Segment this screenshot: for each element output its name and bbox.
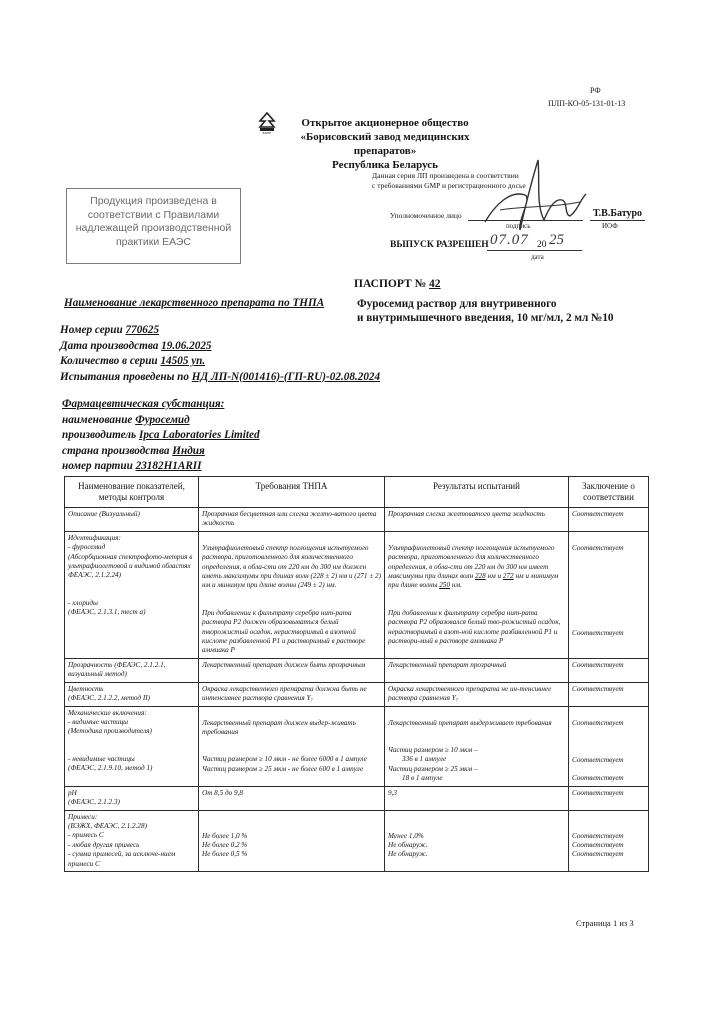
logo-text: БЗМП (262, 131, 272, 134)
company-line-3: Республика Беларусь (332, 159, 438, 171)
cell-value: 228 (474, 572, 486, 581)
result-cell: Окраска лекарственного препарата не ин-тенсивнее раствора сравнения Y₇ (385, 682, 569, 706)
product-details (60, 323, 380, 385)
cell-line: Соответствует (572, 755, 624, 764)
cell-line: Соответствует (572, 840, 624, 849)
requirement-cell: Прозрачная бесцветная или слегка желто-ватого цвета жидкость (199, 508, 385, 532)
row-identification (65, 531, 199, 658)
table-row (65, 810, 649, 871)
tests-label: Испытания проведены по (60, 370, 189, 383)
substance-heading: Фармацевтическая субстанция: (62, 398, 225, 410)
cell-line: Соответствует (572, 718, 624, 727)
conclusion-cell (569, 810, 649, 871)
cell-line: При добавлении к фильтрату серебра нит-рата раствора Р2 должен образовываться белый творожистый осадок, нерастворимый в азотной кислоте разбавленной Р1 и растворимый в растворе аммиака Р (202, 608, 366, 655)
cell-line: (ФЕАЭС, 2.1.2.2, метод II) (68, 694, 151, 703)
product-name-label: Наименование лекарственного препарата по ТНПА (64, 297, 325, 309)
header-results: Результаты испытаний (385, 477, 569, 508)
cell-value: 272 (502, 572, 514, 581)
company-line-1: Открытое акционерное общество (301, 117, 469, 129)
table-row (65, 682, 649, 706)
requirement-cell (199, 531, 385, 658)
conclusion-cell: Соответствует (569, 658, 649, 682)
table-row (65, 508, 649, 532)
cell-line: Частиц размером ≥ 25 мкм – (388, 764, 478, 773)
cell-line: Частиц размером ≥ 25 мкм - не более 600 в 1 ампуле (202, 764, 364, 773)
passport-title-text: ПАСПОРТ № (354, 278, 427, 290)
requirement-cell: Окраска лекарственного препарата должна быть не интенсивнее раствора сравнения Y₇ (199, 682, 385, 706)
result-cell (385, 810, 569, 871)
table-row (65, 786, 649, 810)
release-year-handwritten: 25 (549, 232, 564, 248)
result-cell: 9,3 (385, 786, 569, 810)
cell-line: - невидимые частицы (68, 754, 135, 763)
tests-row (60, 370, 380, 386)
cell-line: Не более 0,2 % (202, 840, 248, 849)
substance-batch-label: номер партии (62, 460, 133, 472)
requirement-cell: От 8,5 до 9,8 (199, 786, 385, 810)
table-row (65, 706, 649, 786)
cell-line: Примеси: (68, 812, 98, 821)
year-prefix: 20 (537, 240, 547, 250)
quantity-value: 14505 уп. (160, 355, 206, 367)
row-transparency: Прозрачность (ФЕАЭС, 2.1.2.1, визуальный метод) (65, 658, 199, 682)
cell-line: Ультрафиолетовый спектр поглощения испытуемого раствора, приготовленного для количественного определения, в обла-сти от 220 нм до 300 нм должен иметь максимумы при длинах волн (228 ± 2) нм и (271 ± 2) нм и минимум при длине волны (249 ± 2) нм. (202, 543, 381, 590)
table-row (65, 531, 649, 658)
cell-line: Соответствует (572, 543, 624, 552)
row-impurities (65, 810, 199, 871)
header-conclusion: Заключение о соответствии (569, 477, 649, 508)
cell-line: Механические включения: (68, 708, 147, 717)
cell-line: Идентификация: (68, 533, 121, 542)
cell-line: - фуросемид (68, 543, 106, 552)
substance-country-value: Индия (172, 444, 205, 457)
result-cell: Лекарственный препарат прозрачный (385, 658, 569, 682)
substance-name-label: наименование (62, 413, 133, 426)
substance-batch-row (62, 459, 260, 475)
release-date-handwritten: 07.07 (490, 232, 529, 248)
release-note-line: Данная серия ЛП произведена в соответствии (372, 171, 519, 180)
cell-line: Не более 1,0 % (202, 831, 248, 840)
cell-text: Ультрафиолетовый спектр поглощения испытуемого раствора, приготовленного для количественного определения, в обла-сти от 220 нм до 300 нм имеет максимумы при длинах волн (388, 543, 555, 581)
substance-maker-value: Ipca Laboratories Limited (138, 429, 260, 441)
header-requirements: Требования ТНПА (199, 477, 385, 508)
substance-maker-label: производитель (62, 429, 137, 441)
uv-result (388, 544, 565, 591)
cell-line: Цветность (68, 684, 104, 693)
cell-text: нм и (487, 572, 502, 581)
row-color (65, 682, 199, 706)
cell-line: (ФЕАЭС, 2.1.9.10, метод 1) (68, 764, 153, 773)
series-row (60, 323, 380, 339)
cell-text: нм. (451, 581, 462, 590)
requirement-cell (199, 810, 385, 871)
cell-line: pH (68, 788, 77, 797)
quantity-label: Количество в серии (60, 355, 158, 367)
cell-line: Лекарственный препарат должен выдер-живать требования (202, 718, 356, 736)
substance-country-row (62, 444, 260, 460)
conclusion-cell: Соответствует (569, 786, 649, 810)
company-line-2: «Борисовский завод медицинских препаратов» (300, 131, 470, 157)
series-label: Номер серии (60, 324, 123, 336)
substance-batch-value: 23182H1ARII (135, 460, 202, 472)
cell-line: - примесь С (68, 831, 104, 840)
row-mechanical-inclusions (65, 706, 199, 786)
stamp-line: Продукция произведена в (90, 195, 217, 207)
substance-maker-row (62, 428, 260, 444)
signature-caption: подпись (506, 222, 531, 230)
authorized-person-label: Уполномоченное лицо (390, 211, 462, 220)
conclusion-cell: Соответствует (569, 682, 649, 706)
substance-name-row (62, 413, 260, 429)
stamp-line: соответствии с Правилами (87, 208, 220, 221)
row-ph (65, 786, 199, 810)
cell-line: Частиц размером ≥ 10 мкм – (388, 745, 478, 754)
table-row (65, 658, 649, 682)
conclusion-cell: Соответствует (569, 508, 649, 532)
result-cell (385, 706, 569, 786)
cell-line: - сумма примесей, за исключе-нием примеси С (68, 850, 176, 868)
gmp-stamp (66, 188, 241, 264)
conclusion-cell (569, 531, 649, 658)
cell-line: (ФЕАЭС, 2.1.2.3) (68, 798, 120, 807)
cell-line: (ВЭЖХ, ФЕАЭС, 2.1.2.28) (68, 821, 148, 830)
date-caption: дата (531, 253, 544, 261)
authorized-person-name: Т.В.Батуро (593, 208, 643, 219)
substance-name-value: Фуросемид (135, 413, 190, 426)
passport-title (354, 278, 441, 290)
cell-line: - хлориды (68, 598, 98, 607)
quantity-row (60, 354, 380, 370)
product-name-line: Фуросемид раствор для внутривенного (357, 298, 557, 310)
cell-line: Не более 0,5 % (202, 850, 248, 859)
cell-value: 250 (439, 581, 451, 590)
cell-line: Соответствует (572, 629, 624, 638)
cell-line: (Абсорбционная спектрофото-метрия в ультрафиолетовой и видимой областях ФЕАЭС, 2.1.2.24) (68, 552, 193, 580)
release-note-line: с требованиями GMP и регистрационного досье (372, 180, 526, 190)
cell-line: Лекарственный препарат выдерживает требования (388, 718, 552, 727)
production-date-row (60, 339, 380, 355)
tests-value: НД ЛП-N(001416)-(ГП-RU)-02.08.2024 (191, 370, 381, 383)
substance-block (62, 397, 260, 475)
conclusion-cell (569, 706, 649, 786)
passport-number: 42 (429, 278, 441, 290)
company-name-block (285, 116, 485, 172)
cell-line: (ФЕАЭС, 2.1.3.1, тест а) (68, 608, 146, 617)
name-line (590, 220, 645, 221)
stamp-line: практики ЕАЭС (115, 235, 192, 248)
cell-line: Менее 1,0% (388, 831, 424, 840)
cell-line: При добавлении к фильтрату серебра нит-рата раствора Р2 образовался белый тво-рожистый осадок, нерастворимый в азот-ной кислоте разбавленной Р1 и раствори-мый в растворе аммиака Р (388, 608, 561, 646)
page-number: Страница 1 из 3 (576, 918, 634, 928)
company-logo-icon (257, 112, 277, 134)
cell-line: Соответствует (572, 831, 624, 840)
stamp-line: надлежащей производственной (75, 222, 232, 234)
production-date-value: 19.06.2025 (161, 339, 212, 352)
test-results-table (64, 476, 649, 872)
row-description: Описание (Визуальный) (65, 508, 199, 532)
name-caption: ИОФ (602, 222, 618, 230)
cell-line: Не обнаруж. (388, 840, 428, 849)
requirement-cell (199, 706, 385, 786)
production-date-label: Дата производства (60, 339, 159, 352)
cell-line: (Методика производителя) (68, 727, 152, 736)
release-label: ВЫПУСК РАЗРЕШЕН (390, 240, 489, 250)
table-header-row (65, 477, 649, 508)
signature-image (470, 150, 590, 245)
result-cell: Прозрачная слегка желтоватого цвета жидкость (385, 508, 569, 532)
cell-text: нм и минимум при длине волны (388, 572, 559, 590)
cell-line: - любая другая примесь (68, 840, 140, 849)
cell-line: 18 в 1 ампуле (402, 774, 443, 783)
cell-line: - видимые частицы (68, 717, 129, 726)
substance-country-label: страна производства (62, 444, 170, 457)
series-value: 770625 (125, 324, 160, 336)
cell-line: 336 в 1 ампуле (402, 755, 447, 764)
country-code: РФ (590, 86, 601, 95)
cell-line: Частиц размером ≥ 10 мкм - не более 6000 в 1 ампуле (202, 755, 367, 764)
product-name (357, 297, 614, 325)
cell-line: Соответствует (572, 850, 624, 859)
result-cell (385, 531, 569, 658)
product-name-line: и внутримышечного введения, 10 мг/мл, 2 мл №10 (357, 312, 614, 324)
requirement-cell: Лекарственный препарат должен быть прозрачным (199, 658, 385, 682)
date-line (487, 250, 582, 251)
document-code: ПЛП-КО-05-131-01-13 (548, 99, 626, 108)
cell-line: Не обнаруж. (388, 850, 428, 859)
header-indicator: Наименование показателей, методы контроля (65, 477, 199, 508)
cell-line: Соответствует (572, 774, 624, 783)
